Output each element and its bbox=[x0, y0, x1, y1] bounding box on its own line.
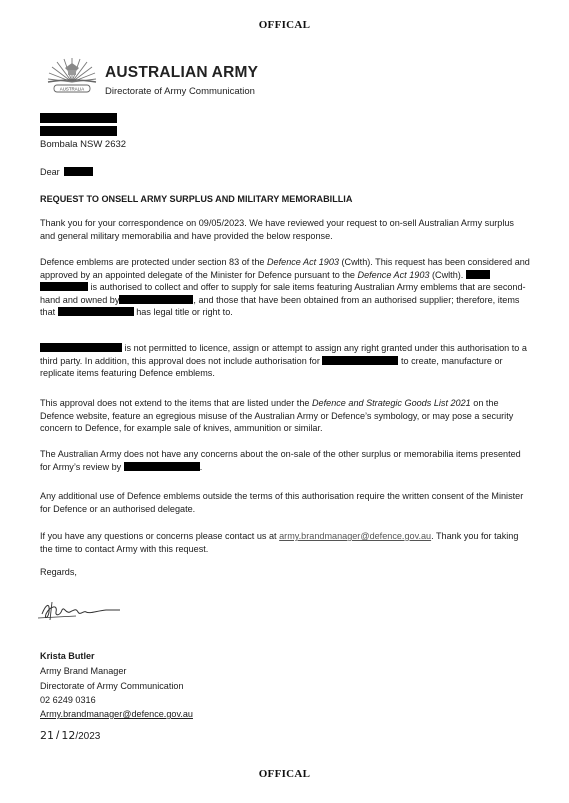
defence-act-ref-1: Defence Act 1903 bbox=[266, 257, 339, 267]
date-day: 21 bbox=[40, 729, 54, 742]
contact-email-link[interactable]: army.brandmanager@defence.gov.au bbox=[279, 531, 432, 541]
org-unit: Directorate of Army Communication bbox=[105, 86, 255, 97]
defence-act-ref-2: Defence Act 1903 bbox=[357, 269, 430, 280]
salutation-text: Dear bbox=[40, 167, 60, 177]
letter-subject: REQUEST TO ONSELL ARMY SURPLUS AND MILITARY MEMORABILLIA bbox=[40, 194, 353, 204]
closing: Regards, bbox=[40, 567, 77, 577]
signatory-unit: Directorate of Army Communication bbox=[40, 681, 184, 691]
paragraph-3 bbox=[40, 342, 536, 380]
signatory-email-link[interactable]: Army.brandmanager@defence.gov.au bbox=[40, 709, 193, 719]
paragraph-5-part-a: The Australian Army does not have any concerns about the on-sale of the other surplus or memorabilia items presented for Army’s review by bbox=[40, 449, 521, 472]
redacted-entity-5 bbox=[40, 343, 122, 352]
date-month: 12 bbox=[61, 729, 76, 742]
org-name: AUSTRALIAN ARMY bbox=[105, 64, 259, 81]
redacted-address-line-2 bbox=[40, 126, 117, 136]
logo-text: AUSTRALIA bbox=[59, 86, 85, 92]
paragraph-7-part-a: If you have any questions or concerns please contact us at bbox=[40, 531, 277, 541]
classification-bottom: OFFICAL bbox=[258, 768, 311, 780]
redacted-entity-6 bbox=[322, 356, 398, 365]
paragraph-4-part-a: This approval does not extend to the items that are listed under the bbox=[40, 398, 310, 408]
handwritten-signature bbox=[36, 598, 126, 626]
paragraph-4-part-b: on the Defence website, feature an egregious misuse of the Australian Army or Defence’s symbology, or may pose a security concern to Defence, for example sale of knives, ammunition or similar. bbox=[40, 398, 514, 433]
redacted-entity-2 bbox=[40, 282, 88, 291]
signatory-title: Army Brand Manager bbox=[40, 666, 127, 676]
paragraph-2-part-e: , and those that have been obtained from an authorised supplier; therefore, items that bbox=[40, 294, 520, 317]
signatory-phone: 02 6249 0316 bbox=[40, 695, 96, 705]
redacted-entity-7 bbox=[124, 462, 200, 471]
paragraph-2 bbox=[40, 256, 530, 319]
letter-date bbox=[40, 729, 100, 744]
redacted-recipient-name bbox=[64, 167, 93, 176]
redacted-entity-1 bbox=[466, 270, 490, 279]
paragraph-2-part-b: (Cwlth). This request has been considered and approved by an appointed delegate of the Minister for Defence pursuant to the bbox=[40, 257, 530, 280]
paragraph-7-part-b: . Thank you for taking the time to contact Army with this request. bbox=[40, 531, 519, 554]
paragraph-5 bbox=[40, 448, 530, 473]
paragraph-2-part-c: (Cwlth). bbox=[432, 269, 464, 280]
paragraph-3-part-a: is not permitted to licence, assign or attempt to assign any right granted under this authorisation to a third party. In addition, this approval does not include authorisation for bbox=[40, 343, 527, 366]
paragraph-3-part-b: to create, manufacture or replicate items featuring Defence emblems. bbox=[40, 355, 503, 378]
paragraph-5-part-b: . bbox=[199, 461, 203, 472]
signatory-name: Krista Butler bbox=[40, 651, 95, 661]
paragraph-1: Thank you for your correspondence on 09/05/2023. We have reviewed your request to on-sell Australian Army surplus and general military memorabilia and have provided the below response. bbox=[40, 218, 514, 241]
classification-top: OFFICAL bbox=[258, 19, 311, 31]
paragraph-6: Any additional use of Defence emblems outside the terms of this authorisation require the written consent of the Minister for Defence or an authorised delegate. bbox=[40, 491, 524, 514]
paragraph-2-part-d: is authorised to collect and offer to supply for sale items featuring Australian Army emblems that are second-hand and owned by bbox=[40, 282, 526, 305]
redacted-entity-4 bbox=[58, 307, 134, 316]
redacted-address-line-1 bbox=[40, 113, 117, 123]
salutation bbox=[40, 166, 93, 179]
address-town: Bombala NSW 2632 bbox=[40, 139, 127, 150]
date-separator: / bbox=[56, 728, 60, 742]
paragraph-4 bbox=[40, 397, 530, 435]
goods-list-ref: Defence and Strategic Goods List 2021 bbox=[311, 398, 471, 408]
rising-sun-badge-icon bbox=[44, 52, 100, 96]
paragraph-2-part-a: Defence emblems are protected under section 83 of the bbox=[40, 257, 265, 267]
date-year: /2023 bbox=[75, 731, 101, 742]
paragraph-2-part-f: has legal title or right to. bbox=[136, 307, 233, 317]
paragraph-7 bbox=[40, 530, 530, 555]
redacted-entity-3 bbox=[119, 295, 193, 304]
